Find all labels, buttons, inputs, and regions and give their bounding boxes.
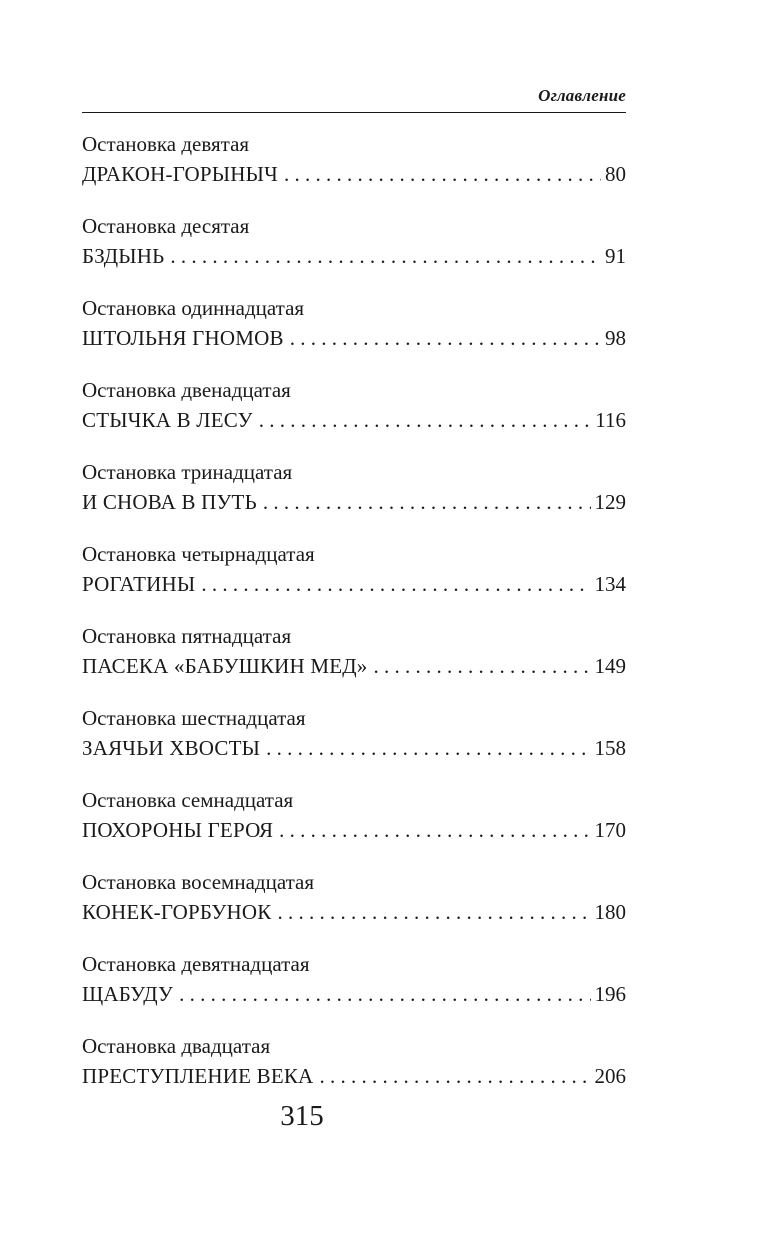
toc-entry-page: 206 (594, 1064, 626, 1088)
dot-leader (179, 980, 590, 1008)
dot-leader (201, 570, 590, 598)
dot-leader (284, 160, 601, 188)
toc-entry-title: И СНОВА В ПУТЬ (82, 490, 257, 514)
toc-entry-page: 116 (595, 408, 626, 432)
toc-entry-page: 91 (605, 244, 626, 268)
toc-entry-page: 129 (594, 490, 626, 514)
toc-entry (82, 210, 626, 292)
toc-entry-page: 80 (605, 162, 626, 186)
book-page (82, 0, 626, 1241)
toc-entry-label: Остановка восемнадцатая (82, 870, 315, 894)
toc-entry-title: РОГАТИНЫ (82, 572, 196, 596)
toc-entry (82, 128, 626, 210)
toc-entry-title: БЗДЫНЬ (82, 244, 165, 268)
toc-entry (82, 374, 626, 456)
toc-entry (82, 538, 626, 620)
dot-leader (373, 652, 590, 680)
header-rule (82, 112, 626, 113)
toc-entry-label: Остановка семнадцатая (82, 788, 294, 812)
toc-entry-page: 170 (594, 818, 626, 842)
toc-entry-line (82, 816, 626, 844)
toc-entry-title: КОНЕК-ГОРБУНОК (82, 900, 272, 924)
toc-entry (82, 620, 626, 702)
dot-leader (277, 898, 590, 926)
toc-entry-line (82, 980, 626, 1008)
toc-entry (82, 702, 626, 784)
table-of-contents (82, 128, 626, 1112)
toc-entry-page: 180 (594, 900, 626, 924)
toc-entry-label: Остановка девятая (82, 132, 250, 156)
toc-entry-title: ПАСЕКА «БАБУШКИН МЕД» (82, 654, 368, 678)
toc-entry-page: 158 (594, 736, 626, 760)
toc-entry-label: Остановка девятнадцатая (82, 952, 310, 976)
toc-entry (82, 456, 626, 538)
toc-entry-title: ПРЕСТУПЛЕНИЕ ВЕКА (82, 1064, 314, 1088)
toc-entry-page: 196 (594, 982, 626, 1006)
toc-entry-line (82, 406, 626, 434)
toc-entry-title: СТЫЧКА В ЛЕСУ (82, 408, 253, 432)
toc-entry-line (82, 652, 626, 680)
toc-entry-label: Остановка пятнадцатая (82, 624, 292, 648)
toc-entry-title: ЩАБУДУ (82, 982, 174, 1006)
toc-entry-label: Остановка двадцатая (82, 1034, 271, 1058)
toc-entry-line (82, 488, 626, 516)
toc-entry-label: Остановка двенадцатая (82, 378, 291, 402)
toc-entry-label: Остановка десятая (82, 214, 250, 238)
toc-entry (82, 866, 626, 948)
dot-leader (279, 816, 590, 844)
toc-entry-title: ДРАКОН-ГОРЫНЫЧ (82, 162, 278, 186)
page-number: 315 (280, 1100, 324, 1132)
toc-entry-title: ПОХОРОНЫ ГЕРОЯ (82, 818, 274, 842)
toc-entry-line (82, 160, 626, 188)
running-head: Оглавление (538, 86, 626, 105)
toc-entry-page: 149 (594, 654, 626, 678)
toc-entry (82, 292, 626, 374)
toc-entry-line (82, 242, 626, 270)
toc-entry-page: 134 (594, 572, 626, 596)
toc-entry-line (82, 898, 626, 926)
toc-entry-line (82, 734, 626, 762)
toc-entry (82, 948, 626, 1030)
toc-entry-line (82, 1062, 626, 1090)
toc-entry-line (82, 324, 626, 352)
toc-entry-title: ШТОЛЬНЯ ГНОМОВ (82, 326, 284, 350)
toc-entry-page: 98 (605, 326, 626, 350)
toc-entry-title: ЗАЯЧЬИ ХВОСТЫ (82, 736, 261, 760)
dot-leader (319, 1062, 590, 1090)
dot-leader (170, 242, 601, 270)
toc-entry (82, 784, 626, 866)
toc-entry-line (82, 570, 626, 598)
dot-leader (290, 324, 601, 352)
dot-leader (259, 406, 592, 434)
dot-leader (263, 488, 591, 516)
dot-leader (266, 734, 590, 762)
toc-entry-label: Остановка четырнадцатая (82, 542, 315, 566)
toc-entry-label: Остановка шестнадцатая (82, 706, 306, 730)
toc-entry-label: Остановка одиннадцатая (82, 296, 305, 320)
toc-entry-label: Остановка тринадцатая (82, 460, 293, 484)
